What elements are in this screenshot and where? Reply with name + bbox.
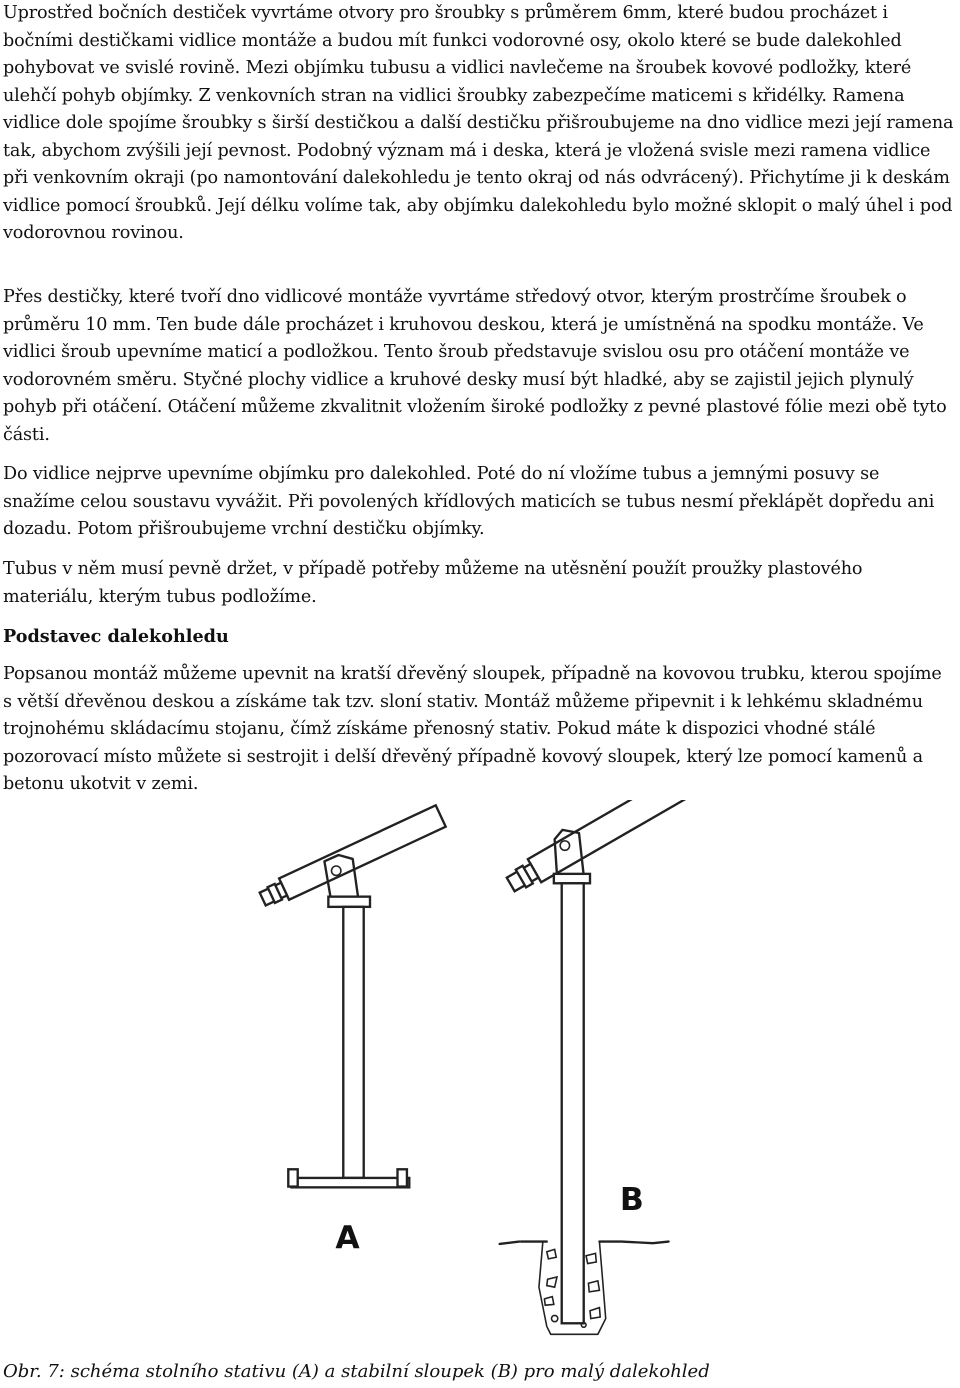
section-heading: Podstavec dalekohledu xyxy=(3,626,229,647)
stand-a-drawing xyxy=(258,805,446,1256)
paragraph-5: Popsanou montáž můžeme upevnit na kratší dřevěný sloupek, případně na kovovou trubku, kterou spojíme s větší dřevěnou deskou a získáme tak tzv. sloní stativ. Montáž můžeme připevnit i k lehkému skladnému trojnohému skládacímu stojanu, čímž získáme přenosný stativ. Pokud máte k dispozici vhodné stálé pozorovací místo můžete si sestrojit i delší dřevěný případně kovový sloupek, který lze pomocí kamenů a betonu ukotvit v zemi. xyxy=(3,664,942,794)
figure-drawing xyxy=(0,800,960,1350)
label-b: B xyxy=(619,1182,644,1219)
paragraph-3: Do vidlice nejprve upevníme objímku pro dalekohled. Poté do ní vložíme tubus a jemnými posuvy se snažíme celou soustavu vyvážit. Při povolených křídlových maticích se tubus nesmí překlápět dopředu ani dozadu. Potom přišroubujeme vrchní destičku objímky. xyxy=(3,464,935,539)
pillar-b-drawing xyxy=(500,800,698,1334)
label-a: A xyxy=(335,1219,360,1256)
paragraph-1: Uprostřed bočních destiček vyvrtáme otvory pro šroubky s průměrem 6mm, které budou procházet i bočními destičkami vidlice montáže a budou mít funkci vodorovné osy, okolo které se bude dalekohled pohybovat ve svislé rovině. Mezi objímku tubusu a vidlici navlečeme na šroubek kovové podložky, které ulehčí pohyb objímky. Z venkovních stran na vidlici šroubky zabezpečíme maticemi s křidélky. Ramena vidlice dole spojíme šroubky s širší destičkou a další destičku přišroubujeme na dno vidlice mezi její ramena tak, abychom zvýšili její pevnost. Podobný význam má i deska, která je vložená svisle mezi ramena vidlice při venkovním okraji (po namontování dalekohledu je tento okraj od nás odvrácený). Přichytíme ji k deskám vidlice pomocí šroubků. Její délku volíme tak, aby objímku dalekohledu bylo možné sklopit o malý úhel i pod vodorovnou rovinou. xyxy=(3,3,954,243)
figure-telescope-mounts xyxy=(0,800,960,1350)
figure-caption: Obr. 7: schéma stolního stativu (A) a stabilní sloupek (B) pro malý dalekohled xyxy=(3,1361,710,1382)
paragraph-2: Přes destičky, které tvoří dno vidlicové montáže vyvrtáme středový otvor, kterým prostrčíme šroubek o průměru 10 mm. Ten bude dále procházet i kruhovou deskou, která je umístněná na spodku montáže. Ve vidlici šroub upevníme maticí a podložkou. Tento šroub představuje svislou osu pro otáčení montáže ve vodorovném směru. Styčné plochy vidlice a kruhové desky musí být hladké, aby se zajistil jejich plynulý pohyb při otáčení. Otáčení můžeme zkvalitnit vložením široké podložky z pevné plastové fólie mezi obě tyto části. xyxy=(3,287,947,445)
paragraph-4: Tubus v něm musí pevně držet, v případě potřeby můžeme na utěsnění použít proužky plastového materiálu, kterým tubus podložíme. xyxy=(3,559,863,607)
